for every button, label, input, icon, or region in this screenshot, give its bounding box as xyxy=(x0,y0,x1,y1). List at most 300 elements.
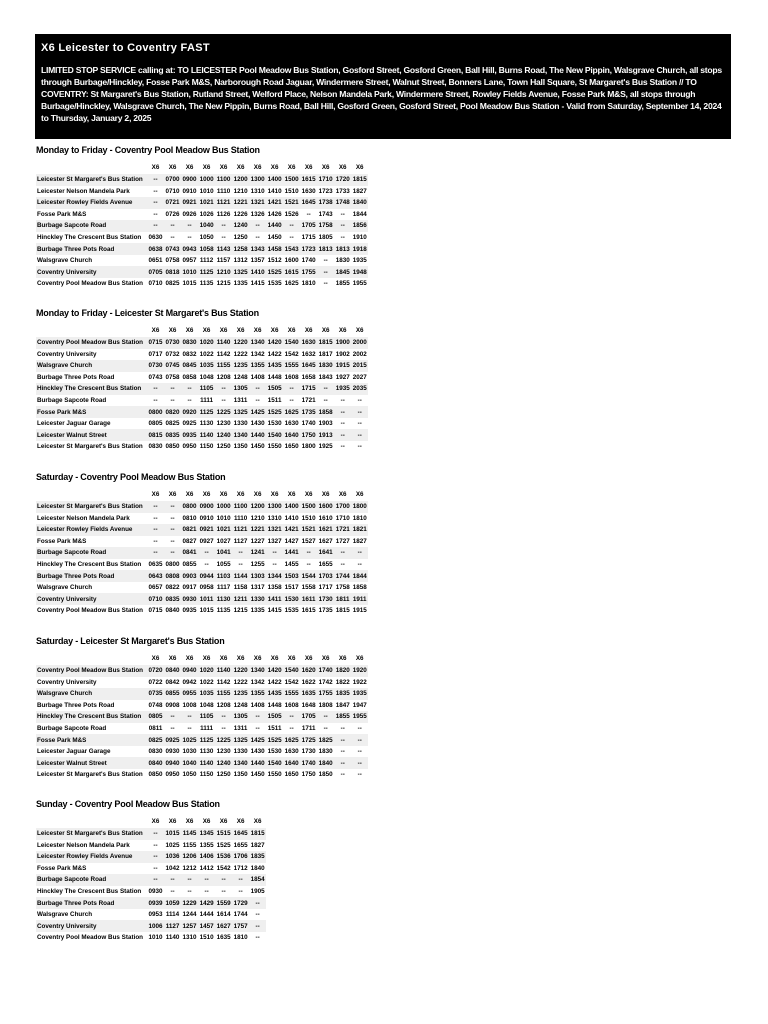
departure-time: 1840 xyxy=(351,197,368,209)
route-column-header: X6 xyxy=(253,818,262,825)
departure-time: 1421 xyxy=(266,197,283,209)
departure-time: 1500 xyxy=(283,174,300,186)
timetable-section xyxy=(36,145,368,289)
departure-time: 1645 xyxy=(232,828,249,840)
departure-time: -- xyxy=(317,383,334,395)
departure-time: 0910 xyxy=(198,513,215,525)
route-column-header: X6 xyxy=(168,818,177,825)
departure-time: 0930 xyxy=(147,886,164,898)
table-row xyxy=(36,372,368,384)
departure-time: 0730 xyxy=(147,360,164,372)
departure-time: 1248 xyxy=(232,372,249,384)
stop-column-header xyxy=(36,324,147,337)
departure-time: 2002 xyxy=(351,349,368,361)
departure-time: 1127 xyxy=(232,536,249,548)
departure-time: 0700 xyxy=(164,174,181,186)
departure-time: 0643 xyxy=(147,570,164,582)
departure-time: 1635 xyxy=(215,932,232,944)
departure-time: -- xyxy=(334,406,351,418)
departure-time: 1411 xyxy=(266,593,283,605)
departure-time: 1117 xyxy=(215,582,232,594)
departure-time: 1125 xyxy=(198,266,215,278)
departure-time: 1006 xyxy=(147,920,164,932)
departure-time: 0900 xyxy=(198,501,215,513)
departure-time: 1641 xyxy=(317,547,334,559)
table-row xyxy=(36,547,368,559)
departure-time: 1330 xyxy=(249,593,266,605)
departure-time: 0638 xyxy=(147,243,164,255)
departure-time: 1705 xyxy=(300,220,317,232)
departure-time: 1229 xyxy=(181,897,198,909)
stop-name: Walsgrave Church xyxy=(36,909,147,921)
departure-time: 1130 xyxy=(198,746,215,758)
departure-time: 0800 xyxy=(164,559,181,571)
departure-time: 1040 xyxy=(181,757,198,769)
departure-time: 1121 xyxy=(215,197,232,209)
table-row xyxy=(36,863,266,875)
departure-time: 0939 xyxy=(147,897,164,909)
stop-name: Leicester Walnut Street xyxy=(36,757,147,769)
departure-time: 1717 xyxy=(317,582,334,594)
departure-time: -- xyxy=(317,266,334,278)
departure-time: -- xyxy=(283,383,300,395)
stop-name: Fosse Park M&S xyxy=(36,536,147,548)
departure-time: 1608 xyxy=(283,372,300,384)
departure-time: 1748 xyxy=(334,197,351,209)
departure-time: 1705 xyxy=(300,711,317,723)
route-column-header: X6 xyxy=(253,327,262,334)
stop-column-header xyxy=(36,815,147,828)
route-column-header: X6 xyxy=(202,491,211,498)
route-column-header: X6 xyxy=(355,327,364,334)
departure-time: -- xyxy=(283,395,300,407)
departure-time: 1327 xyxy=(266,536,283,548)
departure-time: 1110 xyxy=(232,513,249,525)
departure-time: 0832 xyxy=(181,349,198,361)
departure-time: 1720 xyxy=(334,174,351,186)
departure-time: 1615 xyxy=(300,174,317,186)
stop-name: Burbage Sapcote Road xyxy=(36,547,147,559)
departure-time: -- xyxy=(215,220,232,232)
departure-time: -- xyxy=(334,441,351,453)
departure-time: 1715 xyxy=(300,383,317,395)
departure-time: -- xyxy=(249,909,266,921)
table-row xyxy=(36,266,368,278)
stop-name: Fosse Park M&S xyxy=(36,863,147,875)
stop-name: Coventry University xyxy=(36,349,147,361)
departure-time: 0743 xyxy=(147,372,164,384)
departure-time: 0830 xyxy=(181,337,198,349)
departure-time: 1735 xyxy=(317,605,334,617)
departure-time: -- xyxy=(164,886,181,898)
timetable-table xyxy=(36,815,266,943)
stop-name: Fosse Park M&S xyxy=(36,209,147,221)
departure-time: 1510 xyxy=(300,513,317,525)
route-column-header: X6 xyxy=(185,327,194,334)
route-column-header: X6 xyxy=(219,655,228,662)
departure-time: 1632 xyxy=(300,349,317,361)
departure-time: -- xyxy=(181,874,198,886)
departure-time: 1025 xyxy=(181,734,198,746)
route-column-header: X6 xyxy=(321,655,330,662)
departure-time: -- xyxy=(147,536,164,548)
departure-time: 0825 xyxy=(164,418,181,430)
departure-time: 1408 xyxy=(249,700,266,712)
departure-time: 0732 xyxy=(164,349,181,361)
departure-time: 0758 xyxy=(164,372,181,384)
stop-name: Burbage Three Pots Road xyxy=(36,700,147,712)
departure-time: 0940 xyxy=(164,757,181,769)
departure-time: 1733 xyxy=(334,186,351,198)
departure-time: 1440 xyxy=(266,220,283,232)
departure-time: 1410 xyxy=(283,513,300,525)
route-column-header: X6 xyxy=(202,655,211,662)
departure-time: 1114 xyxy=(164,909,181,921)
departure-time: 1525 xyxy=(266,266,283,278)
departure-time: 0726 xyxy=(164,209,181,221)
departure-time: 1721 xyxy=(300,395,317,407)
departure-time: 1225 xyxy=(215,734,232,746)
departure-time: 1645 xyxy=(300,360,317,372)
departure-time: 1020 xyxy=(198,337,215,349)
departure-time: 1744 xyxy=(232,909,249,921)
departure-time: -- xyxy=(232,886,249,898)
departure-time: 1935 xyxy=(334,383,351,395)
departure-time: -- xyxy=(283,711,300,723)
route-column-header: X6 xyxy=(270,164,279,171)
table-row xyxy=(36,513,368,525)
stop-name: Leicester St Margaret's Bus Station xyxy=(36,174,147,186)
departure-time: 1511 xyxy=(266,395,283,407)
departure-time: 1758 xyxy=(317,220,334,232)
departure-time: -- xyxy=(181,232,198,244)
departure-time: 1335 xyxy=(249,605,266,617)
departure-time: 1858 xyxy=(351,582,368,594)
departure-time: -- xyxy=(317,255,334,267)
departure-time: 1235 xyxy=(232,688,249,700)
departure-time: -- xyxy=(351,418,368,430)
stop-name: Hinckley The Crescent Bus Station xyxy=(36,232,147,244)
departure-time: 1835 xyxy=(334,688,351,700)
departure-time: 1729 xyxy=(232,897,249,909)
departure-time: 1540 xyxy=(266,757,283,769)
departure-time: 1215 xyxy=(232,605,249,617)
departure-time: 1130 xyxy=(198,418,215,430)
departure-time: 1015 xyxy=(198,605,215,617)
departure-time: 1525 xyxy=(215,840,232,852)
table-row xyxy=(36,209,368,221)
table-row xyxy=(36,688,368,700)
departure-time: 1800 xyxy=(351,501,368,513)
departure-time: 1355 xyxy=(198,840,215,852)
table-row xyxy=(36,255,368,267)
route-column-header: X6 xyxy=(253,164,262,171)
departure-time: 0827 xyxy=(181,536,198,548)
departure-time: 1312 xyxy=(232,255,249,267)
departure-time: -- xyxy=(164,232,181,244)
departure-time: 1620 xyxy=(300,665,317,677)
departure-time: 1420 xyxy=(266,337,283,349)
departure-time: 0840 xyxy=(147,757,164,769)
stop-name: Walsgrave Church xyxy=(36,255,147,267)
departure-time: 1825 xyxy=(317,734,334,746)
departure-time: 1813 xyxy=(334,243,351,255)
table-row xyxy=(36,536,368,548)
departure-time: 1750 xyxy=(300,429,317,441)
departure-time: 1350 xyxy=(232,769,249,781)
stop-name: Leicester St Margaret's Bus Station xyxy=(36,769,147,781)
departure-time: 0825 xyxy=(147,734,164,746)
departure-time: 1840 xyxy=(317,757,334,769)
stop-name: Coventry Pool Meadow Bus Station xyxy=(36,932,147,944)
stop-name: Leicester St Margaret's Bus Station xyxy=(36,828,147,840)
departure-time: 1455 xyxy=(283,559,300,571)
departure-time: 1050 xyxy=(198,232,215,244)
departure-time: 1300 xyxy=(266,501,283,513)
table-row xyxy=(36,886,266,898)
departure-time: 1400 xyxy=(283,501,300,513)
departure-time: 1821 xyxy=(351,524,368,536)
departure-time: 1711 xyxy=(300,723,317,735)
departure-time: 1026 xyxy=(198,209,215,221)
timetable-section xyxy=(36,472,368,616)
departure-time: 1000 xyxy=(215,501,232,513)
departure-time: 0935 xyxy=(181,429,198,441)
departure-time: 1230 xyxy=(215,418,232,430)
departure-time: 1429 xyxy=(198,897,215,909)
stop-name: Leicester Nelson Mandela Park xyxy=(36,186,147,198)
departure-time: -- xyxy=(215,383,232,395)
departure-time: 0818 xyxy=(164,266,181,278)
departure-time: 1140 xyxy=(198,757,215,769)
table-row xyxy=(36,278,368,290)
departure-time: -- xyxy=(334,723,351,735)
departure-time: 1140 xyxy=(198,429,215,441)
departure-time: 1655 xyxy=(317,559,334,571)
departure-time: 1758 xyxy=(334,582,351,594)
departure-time: -- xyxy=(164,220,181,232)
departure-time: -- xyxy=(147,186,164,198)
departure-time: 1844 xyxy=(351,209,368,221)
departure-time: 1410 xyxy=(266,186,283,198)
departure-time: 1915 xyxy=(351,605,368,617)
table-header-row xyxy=(36,488,368,501)
departure-time: 1430 xyxy=(249,746,266,758)
departure-time: 1015 xyxy=(164,828,181,840)
departure-time: 1142 xyxy=(215,349,232,361)
route-column-header: X6 xyxy=(219,327,228,334)
departure-time: 1257 xyxy=(181,920,198,932)
departure-time: 1935 xyxy=(351,688,368,700)
departure-time: 1059 xyxy=(164,897,181,909)
timetable-section xyxy=(36,799,266,943)
stop-name: Leicester St Margaret's Bus Station xyxy=(36,441,147,453)
stop-name: Coventry University xyxy=(36,920,147,932)
stop-name: Fosse Park M&S xyxy=(36,734,147,746)
departure-time: 0841 xyxy=(181,547,198,559)
departure-time: 1105 xyxy=(198,711,215,723)
table-row xyxy=(36,383,368,395)
departure-time: 1521 xyxy=(300,524,317,536)
departure-time: 1700 xyxy=(334,501,351,513)
page-title: X6 Leicester to Coventry FAST xyxy=(41,42,210,54)
departure-time: 1311 xyxy=(232,723,249,735)
departure-time: 1258 xyxy=(232,243,249,255)
departure-time: 1206 xyxy=(181,851,198,863)
departure-time: 1143 xyxy=(215,243,232,255)
departure-time: 1340 xyxy=(249,337,266,349)
departure-time: 1955 xyxy=(351,278,368,290)
departure-time: -- xyxy=(334,418,351,430)
stop-name: Leicester Rowley Fields Avenue xyxy=(36,197,147,209)
departure-time: 1658 xyxy=(300,372,317,384)
table-row xyxy=(36,582,368,594)
departure-time: 0850 xyxy=(164,441,181,453)
departure-time: 0800 xyxy=(181,501,198,513)
departure-time: 0958 xyxy=(198,582,215,594)
departure-time: 1211 xyxy=(232,593,249,605)
departure-time: 0925 xyxy=(164,734,181,746)
departure-time: 1712 xyxy=(232,863,249,875)
departure-time: 1645 xyxy=(300,197,317,209)
departure-time: 1910 xyxy=(351,232,368,244)
table-header-row xyxy=(36,161,368,174)
table-header-row xyxy=(36,815,266,828)
departure-time: 1845 xyxy=(334,266,351,278)
departure-time: 1036 xyxy=(164,851,181,863)
departure-time: 1530 xyxy=(266,418,283,430)
departure-time: 1600 xyxy=(317,501,334,513)
route-column-header: X6 xyxy=(185,818,194,825)
departure-time: 1406 xyxy=(198,851,215,863)
route-column-header: X6 xyxy=(151,327,160,334)
departure-time: 1330 xyxy=(232,418,249,430)
departure-time: 0805 xyxy=(147,711,164,723)
departure-time: -- xyxy=(351,769,368,781)
departure-time: 1515 xyxy=(215,828,232,840)
departure-time: 0835 xyxy=(164,593,181,605)
departure-time: -- xyxy=(351,757,368,769)
departure-time: 1543 xyxy=(283,243,300,255)
route-column-header: X6 xyxy=(202,164,211,171)
departure-time: 1035 xyxy=(198,688,215,700)
departure-time: 1844 xyxy=(351,570,368,582)
departure-time: -- xyxy=(317,723,334,735)
departure-time: 0943 xyxy=(181,243,198,255)
departure-time: 1854 xyxy=(249,874,266,886)
departure-time: 1100 xyxy=(232,501,249,513)
route-column-header: X6 xyxy=(338,655,347,662)
departure-time: 1244 xyxy=(181,909,198,921)
route-column-header: X6 xyxy=(321,491,330,498)
departure-time: 0657 xyxy=(147,582,164,594)
departure-time: -- xyxy=(351,559,368,571)
departure-time: 1858 xyxy=(317,406,334,418)
departure-time: 1435 xyxy=(266,688,283,700)
departure-time: 1303 xyxy=(249,570,266,582)
departure-time: 1608 xyxy=(283,700,300,712)
departure-time: 1305 xyxy=(232,383,249,395)
departure-time: 1640 xyxy=(283,757,300,769)
table-row xyxy=(36,360,368,372)
departure-time: 1427 xyxy=(283,536,300,548)
departure-time: 1158 xyxy=(232,582,249,594)
route-column-header: X6 xyxy=(287,655,296,662)
departure-time: 1110 xyxy=(215,186,232,198)
departure-time: 1412 xyxy=(198,863,215,875)
departure-time: 1542 xyxy=(283,677,300,689)
route-column-header: X6 xyxy=(236,164,245,171)
departure-time: -- xyxy=(334,209,351,221)
departure-time: 0630 xyxy=(147,232,164,244)
departure-time: 1343 xyxy=(249,243,266,255)
departure-time: 1911 xyxy=(351,593,368,605)
departure-time: 0805 xyxy=(147,418,164,430)
departure-time: 1155 xyxy=(181,840,198,852)
stop-name: Leicester St Margaret's Bus Station xyxy=(36,501,147,513)
departure-time: 1157 xyxy=(215,255,232,267)
departure-time: 1755 xyxy=(300,266,317,278)
departure-time: -- xyxy=(300,547,317,559)
departure-time: 1710 xyxy=(317,174,334,186)
timetable-table xyxy=(36,488,368,616)
departure-time: 1740 xyxy=(300,757,317,769)
departure-time: -- xyxy=(147,851,164,863)
departure-time: 1527 xyxy=(300,536,317,548)
table-header-row xyxy=(36,324,368,337)
table-row xyxy=(36,186,368,198)
departure-time: 1743 xyxy=(317,209,334,221)
timetable-title: Saturday - Coventry Pool Meadow Bus Station xyxy=(36,472,226,482)
departure-time: -- xyxy=(266,559,283,571)
table-row xyxy=(36,406,368,418)
departure-time: 0900 xyxy=(181,174,198,186)
departure-time: -- xyxy=(215,874,232,886)
table-row xyxy=(36,734,368,746)
departure-time: 1010 xyxy=(215,513,232,525)
departure-time: 1227 xyxy=(249,536,266,548)
table-row xyxy=(36,851,266,863)
stop-name: Leicester Rowley Fields Avenue xyxy=(36,524,147,536)
departure-time: 0950 xyxy=(181,441,198,453)
departure-time: 1744 xyxy=(334,570,351,582)
departure-time: 1840 xyxy=(249,863,266,875)
departure-time: 1827 xyxy=(249,840,266,852)
departure-time: 1342 xyxy=(249,349,266,361)
departure-time: 1740 xyxy=(300,418,317,430)
departure-time: 1155 xyxy=(215,360,232,372)
departure-time: 1220 xyxy=(232,665,249,677)
departure-time: 1843 xyxy=(317,372,334,384)
departure-time: -- xyxy=(215,723,232,735)
departure-time: 0845 xyxy=(181,360,198,372)
departure-time: 1021 xyxy=(198,197,215,209)
departure-time: 1915 xyxy=(334,360,351,372)
departure-time: 1542 xyxy=(283,349,300,361)
departure-time: 0821 xyxy=(181,524,198,536)
departure-time: 2015 xyxy=(351,360,368,372)
departure-time: 0935 xyxy=(181,605,198,617)
departure-time: 0921 xyxy=(198,524,215,536)
departure-time: 1510 xyxy=(283,186,300,198)
departure-time: -- xyxy=(147,501,164,513)
departure-time: 1650 xyxy=(283,769,300,781)
departure-time: 1755 xyxy=(317,688,334,700)
departure-time: 1420 xyxy=(266,665,283,677)
departure-time: 0955 xyxy=(181,688,198,700)
departure-time: 1535 xyxy=(283,605,300,617)
departure-time: 1730 xyxy=(300,746,317,758)
